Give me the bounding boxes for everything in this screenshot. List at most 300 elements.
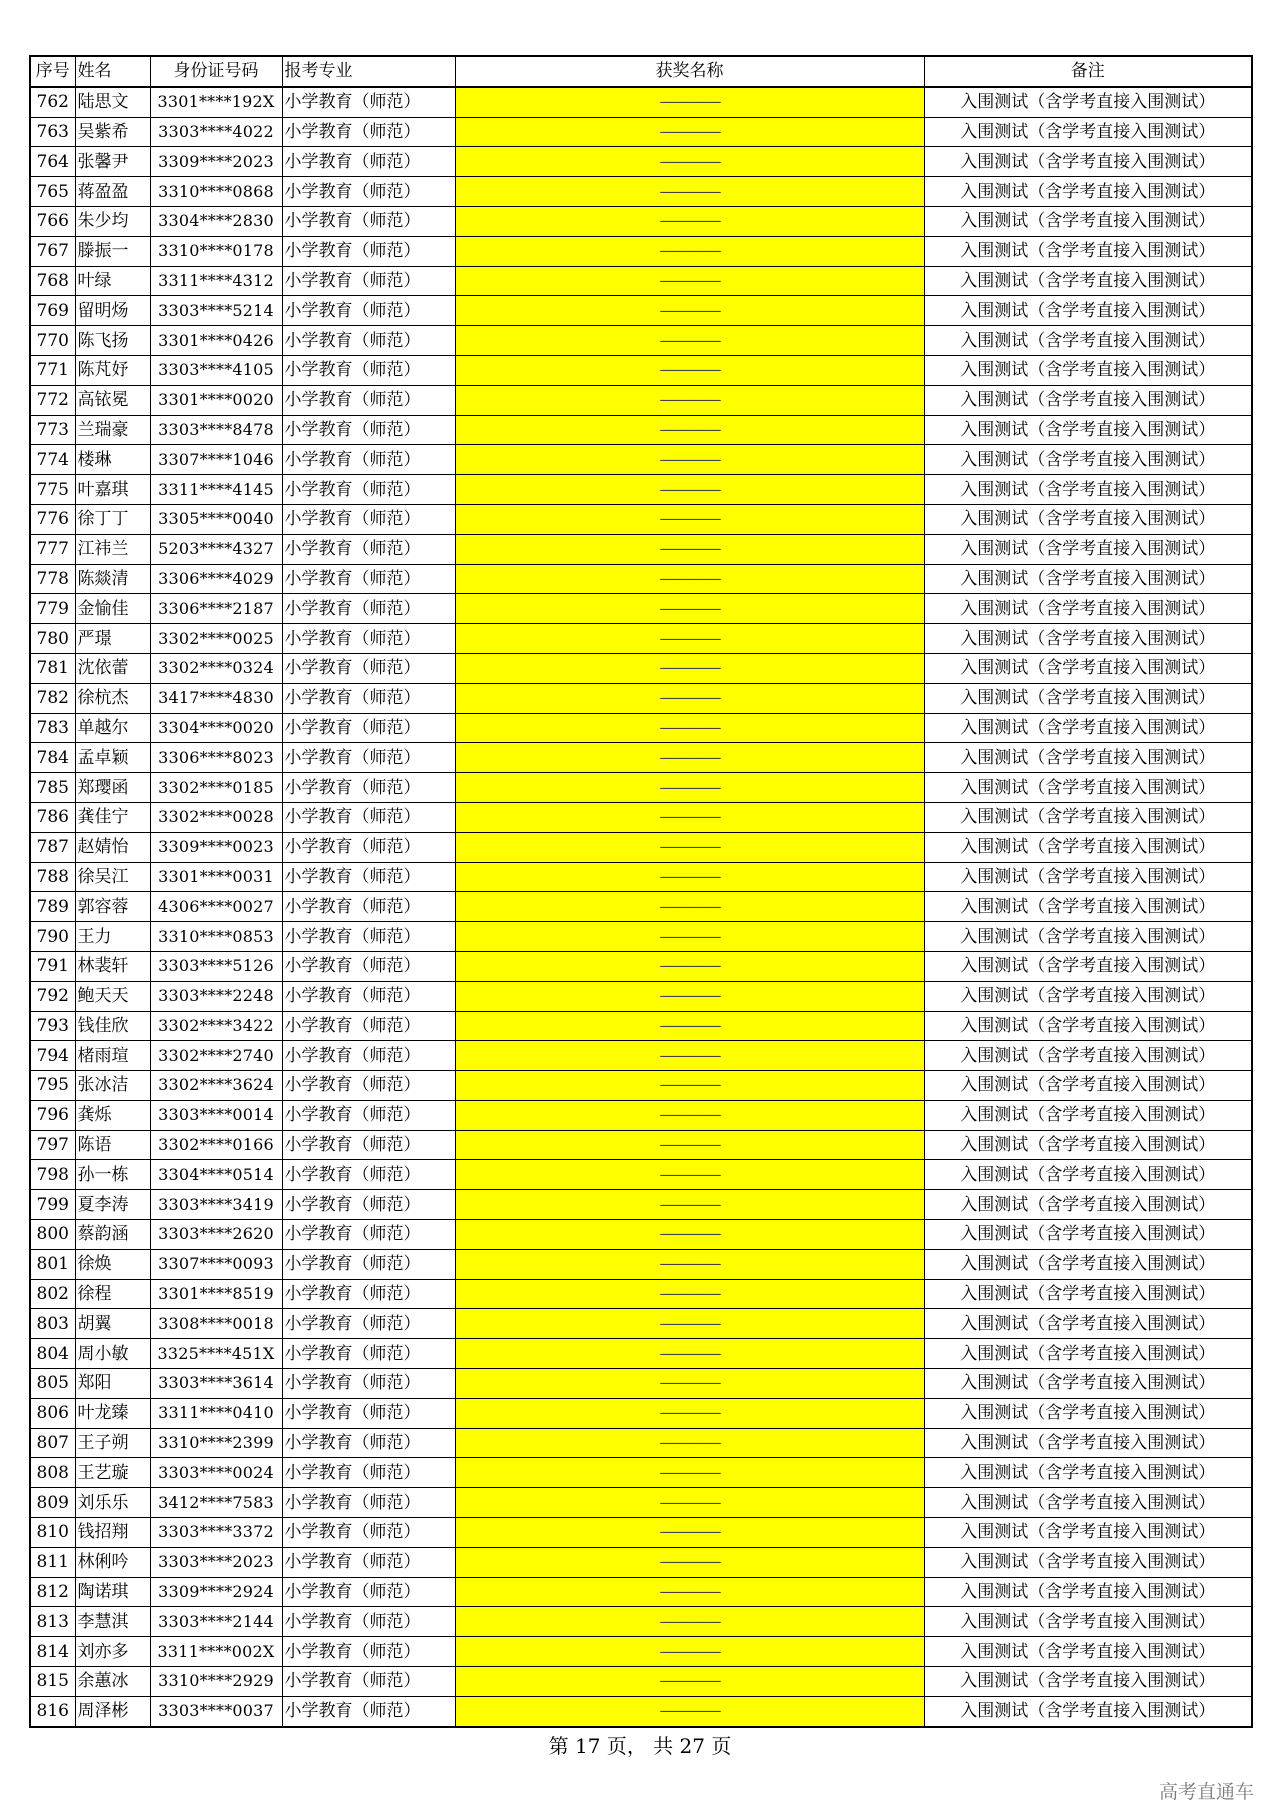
award-cell: ———— [455, 475, 924, 505]
remark-cell: 入围测试（含学考直接入围测试） [924, 594, 1252, 624]
name-cell: 郑璎函 [75, 773, 150, 803]
remark-cell: 入围测试（含学考直接入围测试） [924, 1667, 1252, 1697]
award-cell: ———— [455, 177, 924, 207]
major-cell: 小学教育（师范） [282, 743, 455, 773]
name-cell: 张冰洁 [75, 1071, 150, 1101]
id-number-cell: 3311****4145 [150, 475, 282, 505]
table-row [30, 1190, 1252, 1220]
seq-cell: 763 [30, 117, 75, 147]
header-seq: 序号 [30, 56, 75, 87]
name-cell: 徐程 [75, 1279, 150, 1309]
id-number-cell: 3309****0023 [150, 832, 282, 862]
remark-cell: 入围测试（含学考直接入围测试） [924, 1547, 1252, 1577]
seq-cell: 789 [30, 892, 75, 922]
award-cell: ———— [455, 1190, 924, 1220]
name-cell: 陈语 [75, 1130, 150, 1160]
table-row [30, 236, 1252, 266]
id-number-cell: 3303****3419 [150, 1190, 282, 1220]
id-number-cell: 3308****0018 [150, 1309, 282, 1339]
major-cell: 小学教育（师范） [282, 653, 455, 683]
award-cell: ———— [455, 1577, 924, 1607]
award-cell: ———— [455, 1518, 924, 1548]
header-row [30, 56, 1252, 87]
id-number-cell: 3301****0426 [150, 326, 282, 356]
major-cell: 小学教育（师范） [282, 594, 455, 624]
name-cell: 郭容蓉 [75, 892, 150, 922]
major-cell: 小学教育（师范） [282, 1369, 455, 1399]
remark-cell: 入围测试（含学考直接入围测试） [924, 236, 1252, 266]
name-cell: 陆思文 [75, 87, 150, 117]
id-number-cell: 3311****0410 [150, 1398, 282, 1428]
major-cell: 小学教育（师范） [282, 1547, 455, 1577]
remark-cell: 入围测试（含学考直接入围测试） [924, 1071, 1252, 1101]
id-number-cell: 3305****0040 [150, 504, 282, 534]
table-row [30, 1011, 1252, 1041]
name-cell: 蔡韵涵 [75, 1220, 150, 1250]
award-cell: ———— [455, 1160, 924, 1190]
id-number-cell: 3304****0514 [150, 1160, 282, 1190]
name-cell: 王艺璇 [75, 1458, 150, 1488]
award-cell: ———— [455, 1696, 924, 1726]
major-cell: 小学教育（师范） [282, 117, 455, 147]
watermark: 高考直通车 [1158, 1781, 1254, 1803]
remark-cell: 入围测试（含学考直接入围测试） [924, 445, 1252, 475]
seq-cell: 802 [30, 1279, 75, 1309]
remark-cell: 入围测试（含学考直接入围测试） [924, 326, 1252, 356]
table-row [30, 1100, 1252, 1130]
name-cell: 陶诺琪 [75, 1577, 150, 1607]
remark-cell: 入围测试（含学考直接入围测试） [924, 1309, 1252, 1339]
name-cell: 钱招翔 [75, 1518, 150, 1548]
name-cell: 兰瑞豪 [75, 415, 150, 445]
name-cell: 龚佳宁 [75, 802, 150, 832]
table-row [30, 206, 1252, 236]
table-row [30, 624, 1252, 654]
name-cell: 刘亦多 [75, 1637, 150, 1667]
table-row [30, 653, 1252, 683]
name-cell: 陈飞扬 [75, 326, 150, 356]
id-number-cell: 3303****8478 [150, 415, 282, 445]
major-cell: 小学教育（师范） [282, 1518, 455, 1548]
remark-cell: 入围测试（含学考直接入围测试） [924, 385, 1252, 415]
table-row [30, 534, 1252, 564]
name-cell: 留明炀 [75, 296, 150, 326]
table-row [30, 1220, 1252, 1250]
major-cell: 小学教育（师范） [282, 892, 455, 922]
seq-cell: 809 [30, 1488, 75, 1518]
seq-cell: 813 [30, 1607, 75, 1637]
award-cell: ———— [455, 355, 924, 385]
name-cell: 王子朔 [75, 1428, 150, 1458]
id-number-cell: 3304****0020 [150, 713, 282, 743]
remark-cell: 入围测试（含学考直接入围测试） [924, 1041, 1252, 1071]
id-number-cell: 3302****0028 [150, 802, 282, 832]
id-number-cell: 3303****3614 [150, 1369, 282, 1399]
seq-cell: 762 [30, 87, 75, 117]
name-cell: 金愉佳 [75, 594, 150, 624]
table-row [30, 87, 1252, 117]
table-row [30, 564, 1252, 594]
award-cell: ———— [455, 1398, 924, 1428]
seq-cell: 794 [30, 1041, 75, 1071]
id-number-cell: 3304****2830 [150, 206, 282, 236]
name-cell: 林裴轩 [75, 951, 150, 981]
remark-cell: 入围测试（含学考直接入围测试） [924, 475, 1252, 505]
name-cell: 余蕙冰 [75, 1667, 150, 1697]
table-row [30, 1428, 1252, 1458]
id-number-cell: 3301****8519 [150, 1279, 282, 1309]
seq-cell: 767 [30, 236, 75, 266]
seq-cell: 779 [30, 594, 75, 624]
id-number-cell: 3303****2248 [150, 981, 282, 1011]
major-cell: 小学教育（师范） [282, 87, 455, 117]
table-row [30, 1369, 1252, 1399]
id-number-cell: 3301****192X [150, 87, 282, 117]
id-number-cell: 3302****0324 [150, 653, 282, 683]
seq-cell: 796 [30, 1100, 75, 1130]
remark-cell: 入围测试（含学考直接入围测试） [924, 892, 1252, 922]
award-cell: ———— [455, 1339, 924, 1369]
name-cell: 严璟 [75, 624, 150, 654]
major-cell: 小学教育（师范） [282, 1458, 455, 1488]
id-number-cell: 3306****8023 [150, 743, 282, 773]
seq-cell: 808 [30, 1458, 75, 1488]
remark-cell: 入围测试（含学考直接入围测试） [924, 1249, 1252, 1279]
table-row [30, 1547, 1252, 1577]
award-cell: ———— [455, 1458, 924, 1488]
name-cell: 楮雨瑄 [75, 1041, 150, 1071]
remark-cell: 入围测试（含学考直接入围测试） [924, 1011, 1252, 1041]
seq-cell: 792 [30, 981, 75, 1011]
remark-cell: 入围测试（含学考直接入围测试） [924, 87, 1252, 117]
award-cell: ———— [455, 773, 924, 803]
seq-cell: 774 [30, 445, 75, 475]
name-cell: 叶嘉琪 [75, 475, 150, 505]
award-cell: ———— [455, 1309, 924, 1339]
award-cell: ———— [455, 504, 924, 534]
award-cell: ———— [455, 594, 924, 624]
remark-cell: 入围测试（含学考直接入围测试） [924, 117, 1252, 147]
id-number-cell: 3310****0853 [150, 922, 282, 952]
seq-cell: 805 [30, 1369, 75, 1399]
major-cell: 小学教育（师范） [282, 1637, 455, 1667]
award-cell: ———— [455, 236, 924, 266]
award-cell: ———— [455, 713, 924, 743]
major-cell: 小学教育（师范） [282, 1190, 455, 1220]
id-number-cell: 3307****1046 [150, 445, 282, 475]
remark-cell: 入围测试（含学考直接入围测试） [924, 981, 1252, 1011]
seq-cell: 788 [30, 862, 75, 892]
award-cell: ———— [455, 1428, 924, 1458]
award-cell: ———— [455, 1547, 924, 1577]
seq-cell: 782 [30, 683, 75, 713]
remark-cell: 入围测试（含学考直接入围测试） [924, 862, 1252, 892]
remark-cell: 入围测试（含学考直接入围测试） [924, 683, 1252, 713]
seq-cell: 786 [30, 802, 75, 832]
table-row [30, 981, 1252, 1011]
id-number-cell: 3306****4029 [150, 564, 282, 594]
seq-cell: 790 [30, 922, 75, 952]
award-cell: ———— [455, 653, 924, 683]
name-cell: 王力 [75, 922, 150, 952]
table-row [30, 1279, 1252, 1309]
award-cell: ———— [455, 832, 924, 862]
remark-cell: 入围测试（含学考直接入围测试） [924, 624, 1252, 654]
name-cell: 高铱冕 [75, 385, 150, 415]
award-cell: ———— [455, 266, 924, 296]
remark-cell: 入围测试（含学考直接入围测试） [924, 1160, 1252, 1190]
remark-cell: 入围测试（含学考直接入围测试） [924, 355, 1252, 385]
id-number-cell: 3302****0185 [150, 773, 282, 803]
name-cell: 滕振一 [75, 236, 150, 266]
seq-cell: 807 [30, 1428, 75, 1458]
remark-cell: 入围测试（含学考直接入围测试） [924, 1577, 1252, 1607]
table-row [30, 743, 1252, 773]
major-cell: 小学教育（师范） [282, 1130, 455, 1160]
award-cell: ———— [455, 147, 924, 177]
seq-cell: 815 [30, 1667, 75, 1697]
award-cell: ———— [455, 87, 924, 117]
table-row [30, 415, 1252, 445]
seq-cell: 768 [30, 266, 75, 296]
award-cell: ———— [455, 117, 924, 147]
id-number-cell: 3303****2144 [150, 1607, 282, 1637]
award-cell: ———— [455, 296, 924, 326]
award-cell: ———— [455, 1071, 924, 1101]
id-number-cell: 3307****0093 [150, 1249, 282, 1279]
id-number-cell: 3303****2620 [150, 1220, 282, 1250]
table-row [30, 1458, 1252, 1488]
award-cell: ———— [455, 1011, 924, 1041]
seq-cell: 791 [30, 951, 75, 981]
remark-cell: 入围测试（含学考直接入围测试） [924, 1369, 1252, 1399]
major-cell: 小学教育（师范） [282, 1249, 455, 1279]
award-cell: ———— [455, 1100, 924, 1130]
remark-cell: 入围测试（含学考直接入围测试） [924, 1339, 1252, 1369]
award-cell: ———— [455, 624, 924, 654]
award-cell: ———— [455, 862, 924, 892]
table-row [30, 1518, 1252, 1548]
major-cell: 小学教育（师范） [282, 534, 455, 564]
table-row [30, 862, 1252, 892]
award-cell: ———— [455, 415, 924, 445]
name-cell: 郑阳 [75, 1369, 150, 1399]
id-number-cell: 3311****4312 [150, 266, 282, 296]
seq-cell: 770 [30, 326, 75, 356]
name-cell: 朱少均 [75, 206, 150, 236]
award-cell: ———— [455, 1637, 924, 1667]
award-cell: ———— [455, 951, 924, 981]
name-cell: 李慧淇 [75, 1607, 150, 1637]
id-number-cell: 3301****0031 [150, 862, 282, 892]
id-number-cell: 3303****5214 [150, 296, 282, 326]
id-number-cell: 3309****2924 [150, 1577, 282, 1607]
award-cell: ———— [455, 326, 924, 356]
id-number-cell: 3303****5126 [150, 951, 282, 981]
remark-cell: 入围测试（含学考直接入围测试） [924, 1279, 1252, 1309]
major-cell: 小学教育（师范） [282, 1577, 455, 1607]
table-row [30, 773, 1252, 803]
remark-cell: 入围测试（含学考直接入围测试） [924, 1428, 1252, 1458]
award-cell: ———— [455, 1607, 924, 1637]
remark-cell: 入围测试（含学考直接入围测试） [924, 1398, 1252, 1428]
seq-cell: 798 [30, 1160, 75, 1190]
table-row [30, 1339, 1252, 1369]
name-cell: 江祎兰 [75, 534, 150, 564]
major-cell: 小学教育（师范） [282, 1398, 455, 1428]
seq-cell: 776 [30, 504, 75, 534]
remark-cell: 入围测试（含学考直接入围测试） [924, 1100, 1252, 1130]
id-number-cell: 3412****7583 [150, 1488, 282, 1518]
table-row [30, 326, 1252, 356]
remark-cell: 入围测试（含学考直接入围测试） [924, 296, 1252, 326]
award-cell: ———— [455, 1041, 924, 1071]
award-cell: ———— [455, 1249, 924, 1279]
id-number-cell: 3310****2399 [150, 1428, 282, 1458]
id-number-cell: 3306****2187 [150, 594, 282, 624]
award-cell: ———— [455, 683, 924, 713]
seq-cell: 804 [30, 1339, 75, 1369]
seq-cell: 800 [30, 1220, 75, 1250]
table-row [30, 1071, 1252, 1101]
award-cell: ———— [455, 802, 924, 832]
table-row [30, 951, 1252, 981]
table-row [30, 1488, 1252, 1518]
major-cell: 小学教育（师范） [282, 236, 455, 266]
major-cell: 小学教育（师范） [282, 922, 455, 952]
major-cell: 小学教育（师范） [282, 1696, 455, 1726]
table-row [30, 892, 1252, 922]
seq-cell: 781 [30, 653, 75, 683]
remark-cell: 入围测试（含学考直接入围测试） [924, 147, 1252, 177]
seq-cell: 766 [30, 206, 75, 236]
name-cell: 陈芃妤 [75, 355, 150, 385]
remark-cell: 入围测试（含学考直接入围测试） [924, 206, 1252, 236]
seq-cell: 783 [30, 713, 75, 743]
seq-cell: 765 [30, 177, 75, 207]
name-cell: 赵婧怡 [75, 832, 150, 862]
award-cell: ———— [455, 1488, 924, 1518]
remark-cell: 入围测试（含学考直接入围测试） [924, 177, 1252, 207]
seq-cell: 799 [30, 1190, 75, 1220]
remark-cell: 入围测试（含学考直接入围测试） [924, 415, 1252, 445]
remark-cell: 入围测试（含学考直接入围测试） [924, 504, 1252, 534]
table-row [30, 713, 1252, 743]
major-cell: 小学教育（师范） [282, 1071, 455, 1101]
name-cell: 张馨尹 [75, 147, 150, 177]
remark-cell: 入围测试（含学考直接入围测试） [924, 1607, 1252, 1637]
seq-cell: 812 [30, 1577, 75, 1607]
name-cell: 钱佳欣 [75, 1011, 150, 1041]
major-cell: 小学教育（师范） [282, 445, 455, 475]
id-number-cell: 3303****2023 [150, 1547, 282, 1577]
award-cell: ———— [455, 445, 924, 475]
seq-cell: 775 [30, 475, 75, 505]
major-cell: 小学教育（师范） [282, 177, 455, 207]
header-award: 获奖名称 [455, 56, 924, 87]
award-cell: ———— [455, 1667, 924, 1697]
seq-cell: 793 [30, 1011, 75, 1041]
table-row [30, 147, 1252, 177]
table-row [30, 1041, 1252, 1071]
remark-cell: 入围测试（含学考直接入围测试） [924, 951, 1252, 981]
id-number-cell: 3303****0024 [150, 1458, 282, 1488]
seq-cell: 785 [30, 773, 75, 803]
seq-cell: 811 [30, 1547, 75, 1577]
id-number-cell: 3302****0025 [150, 624, 282, 654]
name-cell: 孟卓颖 [75, 743, 150, 773]
table-row [30, 117, 1252, 147]
id-number-cell: 3325****451X [150, 1339, 282, 1369]
table-row [30, 1696, 1252, 1726]
header-id-number: 身份证号码 [150, 56, 282, 87]
remark-cell: 入围测试（含学考直接入围测试） [924, 1220, 1252, 1250]
seq-cell: 801 [30, 1249, 75, 1279]
major-cell: 小学教育（师范） [282, 1220, 455, 1250]
id-number-cell: 3303****0014 [150, 1100, 282, 1130]
remark-cell: 入围测试（含学考直接入围测试） [924, 653, 1252, 683]
major-cell: 小学教育（师范） [282, 326, 455, 356]
remark-cell: 入围测试（含学考直接入围测试） [924, 1637, 1252, 1667]
id-number-cell: 3302****2740 [150, 1041, 282, 1071]
id-number-cell: 3310****0178 [150, 236, 282, 266]
remark-cell: 入围测试（含学考直接入围测试） [924, 1190, 1252, 1220]
seq-cell: 771 [30, 355, 75, 385]
major-cell: 小学教育（师范） [282, 624, 455, 654]
id-number-cell: 3303****3372 [150, 1518, 282, 1548]
table-row [30, 1249, 1252, 1279]
major-cell: 小学教育（师范） [282, 1160, 455, 1190]
major-cell: 小学教育（师范） [282, 713, 455, 743]
major-cell: 小学教育（师范） [282, 564, 455, 594]
remark-cell: 入围测试（含学考直接入围测试） [924, 743, 1252, 773]
seq-cell: 816 [30, 1696, 75, 1726]
id-number-cell: 3311****002X [150, 1637, 282, 1667]
major-cell: 小学教育（师范） [282, 1667, 455, 1697]
name-cell: 徐丁丁 [75, 504, 150, 534]
name-cell: 吴紫希 [75, 117, 150, 147]
name-cell: 叶龙臻 [75, 1398, 150, 1428]
id-number-cell: 3303****4105 [150, 355, 282, 385]
major-cell: 小学教育（师范） [282, 1100, 455, 1130]
id-number-cell: 3302****0166 [150, 1130, 282, 1160]
major-cell: 小学教育（师范） [282, 296, 455, 326]
major-cell: 小学教育（师范） [282, 266, 455, 296]
name-cell: 徐杭杰 [75, 683, 150, 713]
header-remark: 备注 [924, 56, 1252, 87]
seq-cell: 764 [30, 147, 75, 177]
table-row [30, 832, 1252, 862]
seq-cell: 810 [30, 1518, 75, 1548]
seq-cell: 787 [30, 832, 75, 862]
id-number-cell: 3301****0020 [150, 385, 282, 415]
award-cell: ———— [455, 981, 924, 1011]
major-cell: 小学教育（师范） [282, 1428, 455, 1458]
name-cell: 叶绿 [75, 266, 150, 296]
table-row [30, 1667, 1252, 1697]
award-cell: ———— [455, 385, 924, 415]
name-cell: 胡翼 [75, 1309, 150, 1339]
seq-cell: 814 [30, 1637, 75, 1667]
major-cell: 小学教育（师范） [282, 147, 455, 177]
table-body [30, 87, 1252, 1727]
seq-cell: 772 [30, 385, 75, 415]
table-row [30, 1130, 1252, 1160]
id-number-cell: 4306****0027 [150, 892, 282, 922]
header-major: 报考专业 [282, 56, 455, 87]
name-cell: 蒋盈盈 [75, 177, 150, 207]
award-cell: ———— [455, 1220, 924, 1250]
